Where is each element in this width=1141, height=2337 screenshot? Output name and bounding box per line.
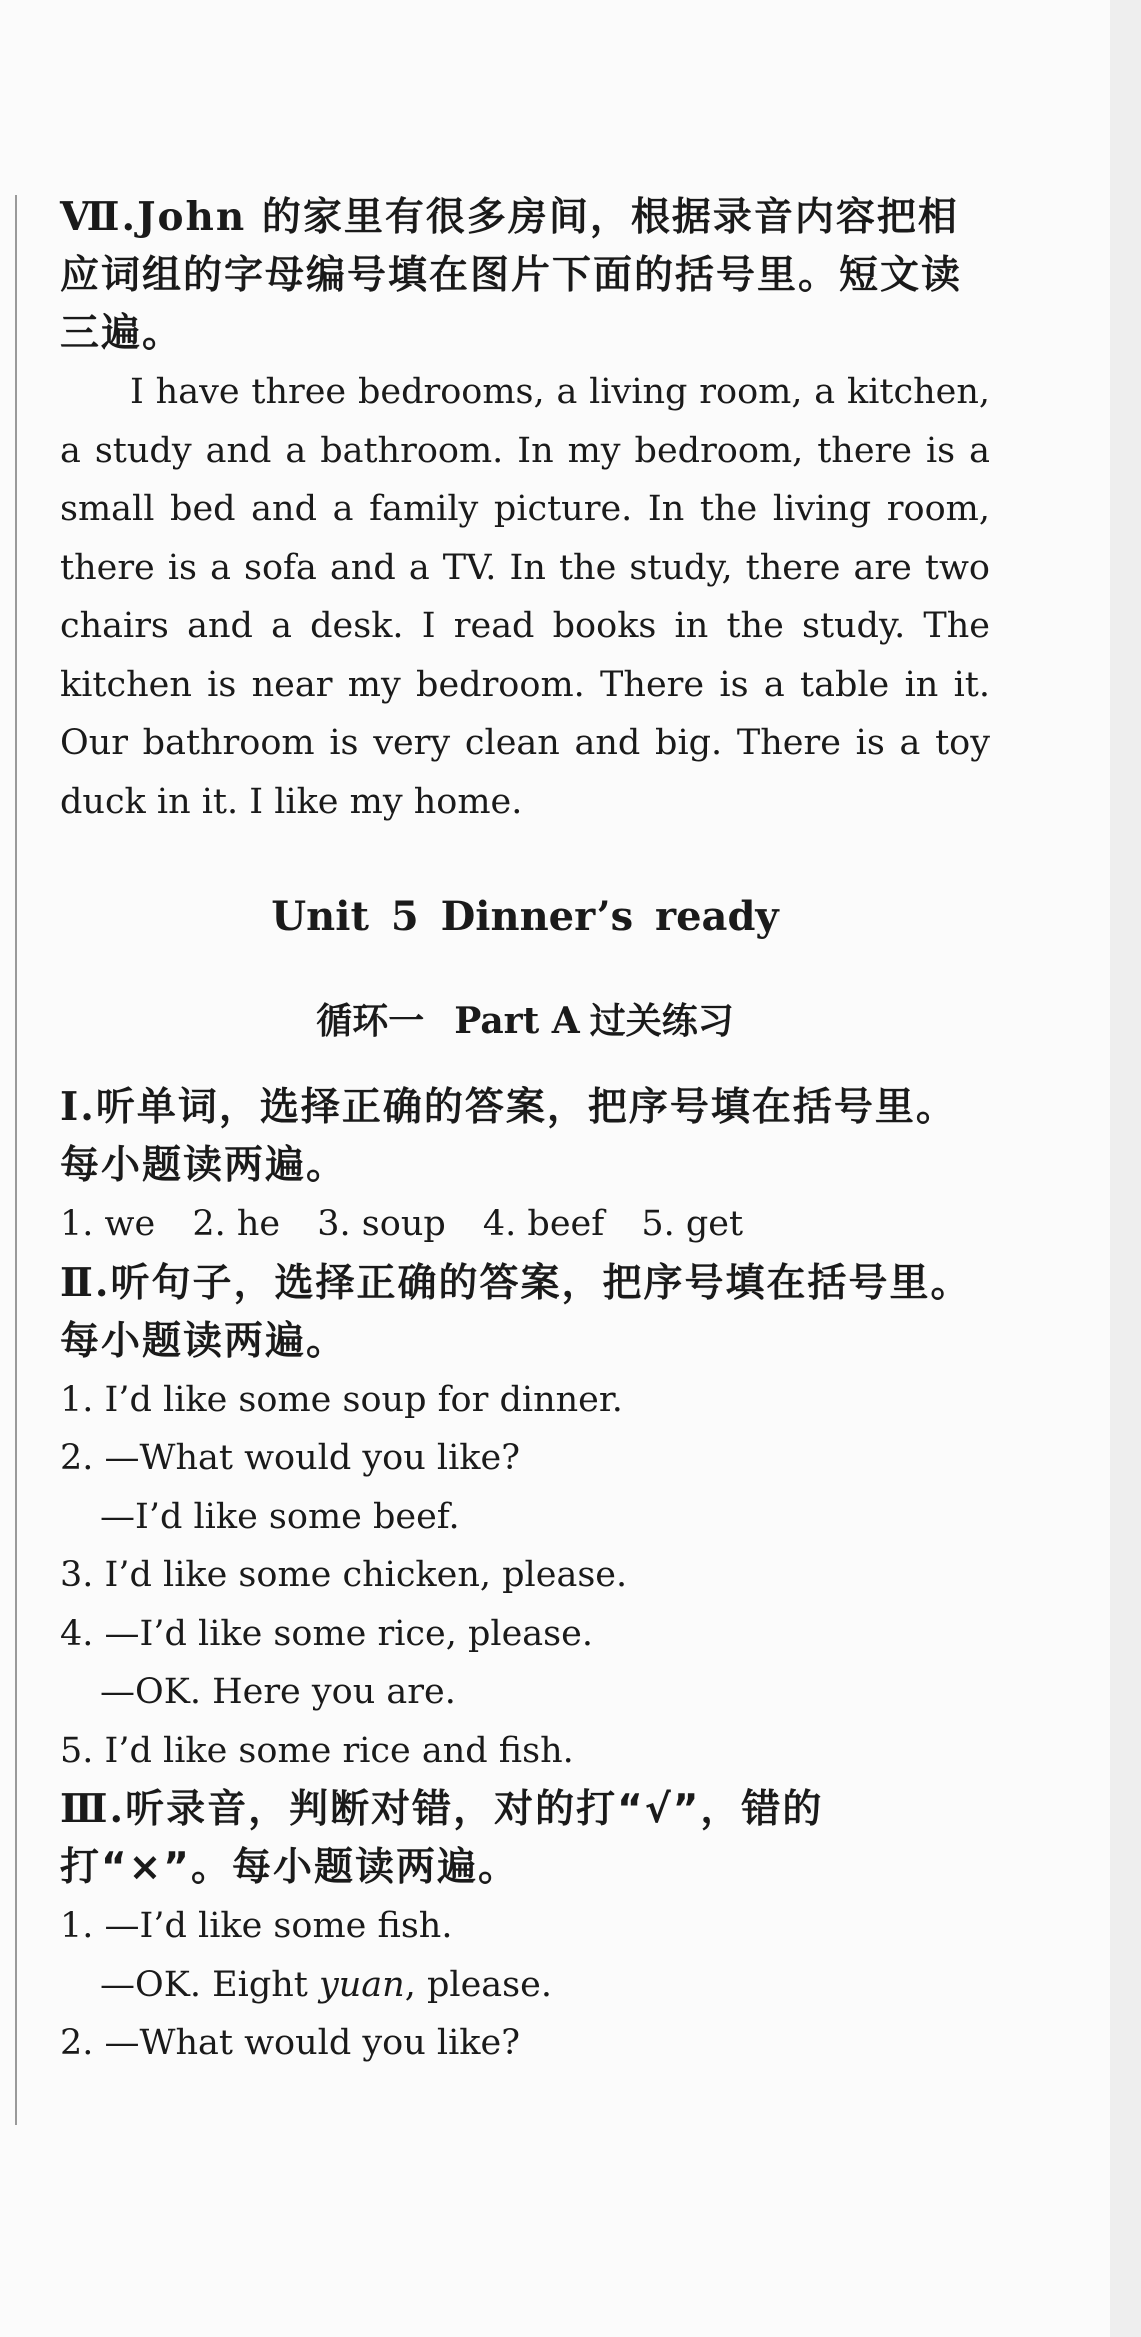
section-7-number: Ⅶ. bbox=[60, 194, 138, 240]
section-3-line: 2. —What would you like? bbox=[60, 2023, 520, 2063]
section-7-heading bbox=[60, 188, 990, 363]
section-3-line bbox=[60, 1956, 990, 2015]
section-1-number: Ⅰ. bbox=[60, 1084, 96, 1130]
margin-line bbox=[15, 195, 17, 2125]
cycle-label: 循环一 bbox=[316, 1001, 425, 1042]
section-2-number: Ⅱ. bbox=[60, 1259, 111, 1306]
section-2-line: 5. I’d like some rice and fish. bbox=[60, 1730, 574, 1771]
section-1-word-list bbox=[60, 1195, 990, 1254]
section-2-line: —OK. Here you are. bbox=[100, 1672, 456, 1712]
section-2-line: —I’d like some beef. bbox=[100, 1496, 460, 1537]
section-3-line-part: , please. bbox=[404, 1964, 552, 2005]
section-3-line-part: —OK. Eight bbox=[100, 1964, 319, 2005]
section-2-heading bbox=[60, 1254, 990, 1371]
section-7-title-text: 的家里有很多房间，根据录音内容把相应词组的字母编号填在图片下面的括号里。短文读三遍。 bbox=[60, 195, 963, 356]
part-title bbox=[60, 991, 990, 1052]
section-3-line: 1. —I’d like some fish. bbox=[60, 1906, 453, 1946]
yuan-italic: yuan bbox=[318, 1964, 405, 2005]
part-label: Part A bbox=[454, 1000, 580, 1042]
word-item: 2. he bbox=[192, 1204, 281, 1244]
section-2-line: 3. I’d like some chicken, please. bbox=[60, 1555, 628, 1595]
section-2-line: 4. —I’d like some rice, please. bbox=[60, 1613, 593, 1654]
section-1-title: 听单词，选择正确的答案，把序号填在括号里。每小题读两遍。 bbox=[60, 1085, 957, 1188]
practice-label: 过关练习 bbox=[589, 1001, 734, 1042]
section-3-number: Ⅲ. bbox=[60, 1786, 126, 1832]
word-item: 3. soup bbox=[317, 1204, 446, 1244]
word-item: 5. get bbox=[641, 1204, 744, 1244]
section-2-line: 2. —What would you like? bbox=[60, 1438, 520, 1478]
section-3-heading bbox=[60, 1780, 990, 1897]
section-7-title-latin: John bbox=[137, 194, 247, 240]
word-item: 4. beef bbox=[482, 1204, 605, 1244]
section-1-heading bbox=[60, 1078, 990, 1195]
section-3-title: 听录音，判断对错，对的打“√”，错的打“×”。每小题读两遍。 bbox=[60, 1787, 824, 1890]
unit-title: Unit 5 Dinner’s ready bbox=[271, 893, 779, 940]
section-2-line: 1. I’d like some soup for dinner. bbox=[60, 1379, 623, 1420]
section-2-title: 听句子，选择正确的答案，把序号填在括号里。每小题读两遍。 bbox=[60, 1260, 972, 1364]
section-7-passage: I have three bedrooms, a living room, a kitchen, a study and a bathroom. In my bedroom, there is a small bed and a family picture. In the living room, there is a sofa and a TV. In the study, there are two chairs and a desk. I read books in the study. The kitchen is near my bedroom. There is a table in it. Our bathroom is very clean and big. There is a toy duck in it. I like my home. bbox=[60, 372, 990, 822]
word-item: 1. we bbox=[60, 1204, 156, 1244]
content bbox=[60, 188, 990, 2073]
